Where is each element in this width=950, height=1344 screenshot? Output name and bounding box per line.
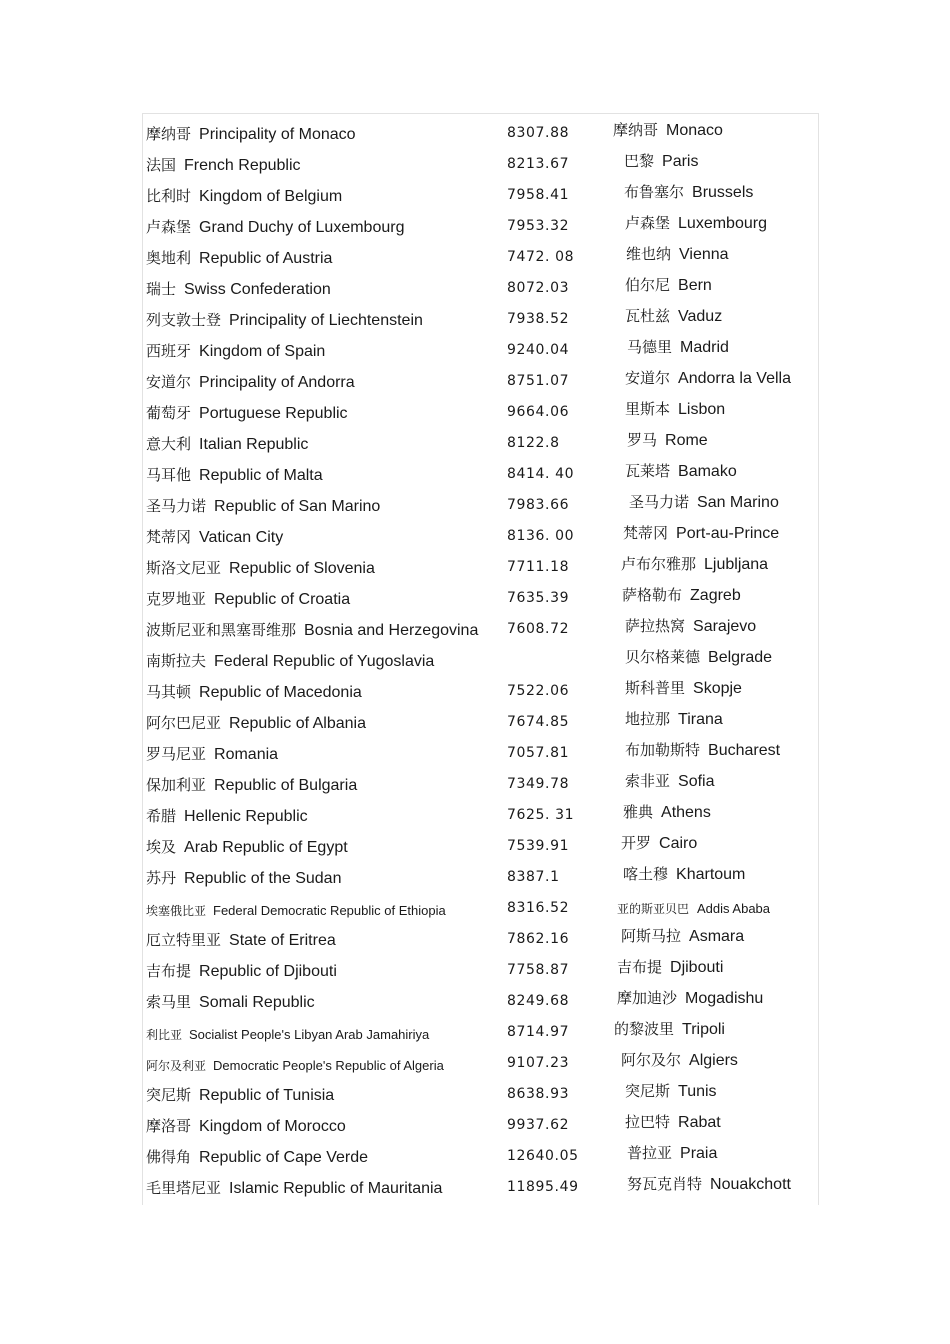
country-cell	[146, 1178, 442, 1199]
capital-name-zh: 摩纳哥	[613, 121, 659, 139]
country-cell	[146, 372, 355, 393]
country-name-en: Arab Republic of Egypt	[184, 839, 348, 856]
capital-cell	[625, 306, 722, 327]
capital-name-en: Athens	[661, 804, 711, 821]
country-name-en: Federal Republic of Yugoslavia	[214, 653, 435, 670]
table-row	[143, 331, 820, 362]
capital-name-en: Praia	[680, 1145, 718, 1162]
country-name-en: Federal Democratic Republic of Ethiopia	[213, 903, 446, 918]
capital-name-en: Khartoum	[676, 866, 746, 883]
country-cell	[146, 310, 423, 331]
country-cell	[146, 558, 375, 579]
country-name-zh: 波斯尼亚和黑塞哥维那	[146, 621, 297, 639]
capital-name-zh: 伯尔尼	[625, 276, 671, 294]
country-cell	[146, 868, 341, 889]
capital-name-en: Paris	[662, 153, 699, 170]
country-name-zh: 摩纳哥	[146, 125, 192, 143]
capital-name-en: Skopje	[693, 680, 742, 697]
country-name-zh: 奥地利	[146, 249, 192, 267]
table-row	[143, 982, 820, 1013]
value-cell: 8751.07	[507, 373, 570, 389]
capital-name-en: Cairo	[659, 835, 698, 852]
country-name-zh: 斯洛文尼亚	[146, 559, 222, 577]
country-cell	[146, 496, 380, 517]
country-name-en: Republic of Bulgaria	[214, 777, 358, 794]
value-cell: 7674.85	[507, 714, 570, 730]
capital-cell	[623, 802, 711, 823]
country-name-en: Principality of Monaco	[199, 126, 356, 143]
capital-cell	[625, 771, 714, 792]
capital-cell	[629, 492, 779, 513]
country-cell	[146, 589, 350, 610]
country-name-en: Republic of San Marino	[214, 498, 381, 515]
country-cell	[146, 930, 336, 951]
table-row	[143, 145, 820, 176]
capital-name-zh: 里斯本	[625, 400, 671, 418]
capital-name-zh: 拉巴特	[625, 1113, 671, 1131]
capital-name-zh: 索非亚	[625, 772, 671, 790]
country-name-zh: 罗马尼亚	[146, 745, 207, 763]
capital-cell	[625, 1112, 721, 1133]
country-name-zh: 克罗地亚	[146, 590, 207, 608]
country-name-en: Republic of Djibouti	[199, 963, 337, 980]
country-cell	[146, 775, 357, 796]
capital-name-en: Rome	[665, 432, 708, 449]
country-name-zh: 安道尔	[146, 373, 192, 391]
table-row	[143, 548, 820, 579]
country-name-zh: 埃及	[146, 838, 177, 856]
table-row	[143, 1013, 820, 1044]
table-row	[143, 703, 820, 734]
table-row	[143, 1168, 820, 1199]
country-name-zh: 佛得角	[146, 1148, 192, 1166]
value-cell: 8136. 00	[507, 528, 575, 544]
capital-cell	[625, 740, 780, 761]
capital-name-en: Addis Ababa	[697, 901, 771, 916]
capital-name-zh: 梵蒂冈	[623, 524, 669, 542]
capital-cell	[627, 430, 708, 451]
country-name-en: Portuguese Republic	[199, 405, 348, 422]
table-row	[143, 1137, 820, 1168]
table-row	[143, 269, 820, 300]
country-name-en: Principality of Andorra	[199, 374, 355, 391]
capital-cell	[625, 616, 756, 637]
country-name-en: Republic of Slovenia	[229, 560, 375, 577]
table-row	[143, 672, 820, 703]
country-name-en: Principality of Liechtenstein	[229, 312, 423, 329]
country-name-en: Bosnia and Herzegovina	[304, 622, 479, 639]
country-name-en: Republic of Cape Verde	[199, 1149, 369, 1166]
capital-name-en: Monaco	[666, 122, 723, 139]
country-cell	[146, 992, 315, 1013]
capital-cell	[621, 554, 768, 575]
capital-name-zh: 萨格勒布	[622, 586, 683, 604]
value-cell: 7938.52	[507, 311, 570, 327]
value-cell: 12640.05	[507, 1148, 579, 1164]
capital-name-zh: 瓦莱塔	[625, 462, 671, 480]
country-cell	[146, 403, 348, 424]
capital-name-zh: 布鲁塞尔	[624, 183, 685, 201]
country-cell	[146, 713, 366, 734]
country-cell	[146, 1147, 368, 1168]
country-name-en: Kingdom of Belgium	[199, 188, 343, 205]
capital-name-en: Madrid	[680, 339, 729, 356]
capital-name-zh: 亚的斯亚贝巴	[617, 902, 690, 916]
table-row	[143, 1075, 820, 1106]
capital-name-en: Sarajevo	[693, 618, 757, 635]
capital-name-en: Algiers	[689, 1052, 738, 1069]
capital-name-en: Mogadishu	[685, 990, 764, 1007]
country-cell	[146, 837, 348, 858]
table-row	[143, 858, 820, 889]
capital-name-en: Rabat	[678, 1114, 721, 1131]
capital-name-zh: 吉布提	[617, 958, 663, 976]
table-row	[143, 579, 820, 610]
value-cell: 8638.93	[507, 1086, 570, 1102]
table-row	[143, 455, 820, 486]
country-name-en: Republic of Malta	[199, 467, 323, 484]
table-row	[143, 114, 820, 145]
value-cell: 9664.06	[507, 404, 570, 420]
capital-name-en: Bern	[678, 277, 712, 294]
country-cell	[146, 465, 323, 486]
capital-cell	[617, 988, 763, 1009]
capital-name-en: Vienna	[679, 246, 729, 263]
capital-name-zh: 瓦杜兹	[625, 307, 671, 325]
capital-name-zh: 卢森堡	[625, 214, 671, 232]
capital-cell	[622, 585, 741, 606]
value-cell: 7711.18	[507, 559, 570, 575]
capital-name-zh: 巴黎	[624, 152, 655, 170]
capital-name-zh: 斯科普里	[625, 679, 686, 697]
capital-name-zh: 马德里	[627, 338, 673, 356]
capital-name-zh: 布加勒斯特	[625, 741, 701, 759]
table-row	[143, 517, 820, 548]
table-row	[143, 734, 820, 765]
country-cell	[146, 155, 301, 176]
country-name-zh: 阿尔及利亚	[146, 1059, 207, 1073]
country-name-zh: 卢森堡	[146, 218, 192, 236]
country-name-zh: 马耳他	[146, 466, 192, 484]
capital-cell	[625, 399, 725, 420]
capital-name-en: Luxembourg	[678, 215, 767, 232]
country-name-en: Republic of the Sudan	[184, 870, 342, 887]
country-cell	[146, 279, 331, 300]
value-cell: 7758.87	[507, 962, 570, 978]
capital-name-zh: 安道尔	[625, 369, 671, 387]
table-row	[143, 207, 820, 238]
capital-cell	[613, 120, 723, 141]
value-cell: 7635.39	[507, 590, 570, 606]
capital-name-zh: 地拉那	[625, 710, 671, 728]
table-row	[143, 610, 820, 641]
table-row	[143, 176, 820, 207]
capital-name-zh: 开罗	[621, 834, 652, 852]
country-name-en: Republic of Croatia	[214, 591, 351, 608]
country-name-en: Grand Duchy of Luxembourg	[199, 219, 405, 236]
value-cell: 7862.16	[507, 931, 570, 947]
capital-name-zh: 卢布尔雅那	[621, 555, 697, 573]
country-name-zh: 西班牙	[146, 342, 192, 360]
value-cell: 7625. 31	[507, 807, 575, 823]
capital-cell	[623, 864, 745, 885]
country-name-en: Republic of Tunisia	[199, 1087, 335, 1104]
country-name-zh: 索马里	[146, 993, 192, 1011]
country-cell	[146, 248, 332, 269]
country-cell	[146, 806, 308, 827]
value-cell: 7472. 08	[507, 249, 575, 265]
country-cell	[146, 651, 434, 672]
table-row	[143, 641, 820, 672]
country-cell	[146, 1025, 429, 1045]
table-row	[143, 300, 820, 331]
capital-name-zh: 突尼斯	[625, 1082, 671, 1100]
capital-cell	[625, 275, 712, 296]
country-cell	[146, 1116, 346, 1137]
country-cell	[146, 341, 325, 362]
country-name-en: Romania	[214, 746, 279, 763]
country-cell	[146, 961, 337, 982]
capital-cell	[617, 899, 770, 919]
capital-cell	[623, 523, 779, 544]
country-name-en: Democratic People's Republic of Algeria	[213, 1058, 444, 1073]
table-row	[143, 889, 820, 920]
country-name-zh: 保加利亚	[146, 776, 207, 794]
value-cell: 7983.66	[507, 497, 570, 513]
country-name-zh: 利比亚	[146, 1028, 183, 1042]
capital-name-en: Lisbon	[678, 401, 726, 418]
value-cell: 7349.78	[507, 776, 570, 792]
capital-cell	[625, 709, 723, 730]
country-name-zh: 梵蒂冈	[146, 528, 192, 546]
table-row	[143, 393, 820, 424]
country-name-en: Republic of Austria	[199, 250, 333, 267]
value-cell: 7608.72	[507, 621, 570, 637]
value-cell: 11895.49	[507, 1179, 579, 1195]
table-row	[143, 951, 820, 982]
value-cell: 8072.03	[507, 280, 570, 296]
country-cell	[146, 186, 342, 207]
table-row	[143, 1044, 820, 1075]
table-row	[143, 424, 820, 455]
table-row	[143, 362, 820, 393]
capital-cell	[625, 678, 742, 699]
country-cell	[146, 1085, 334, 1106]
country-name-en: Italian Republic	[199, 436, 309, 453]
table-row	[143, 486, 820, 517]
capital-name-zh: 摩加迪沙	[617, 989, 678, 1007]
capital-name-en: Brussels	[692, 184, 754, 201]
capital-cell	[627, 1174, 791, 1195]
capital-cell	[621, 1050, 738, 1071]
capital-name-en: Sofia	[678, 773, 715, 790]
capital-name-en: Zagreb	[690, 587, 741, 604]
value-cell: 8213.67	[507, 156, 570, 172]
country-name-zh: 埃塞俄比亚	[146, 904, 207, 918]
country-name-zh: 比利时	[146, 187, 192, 205]
country-name-en: Islamic Republic of Mauritania	[229, 1180, 443, 1197]
country-name-zh: 圣马力诺	[146, 497, 207, 515]
table-row	[143, 765, 820, 796]
country-table	[142, 113, 819, 1205]
value-cell: 8316.52	[507, 900, 570, 916]
country-name-en: Swiss Confederation	[184, 281, 331, 298]
country-name-zh: 突尼斯	[146, 1086, 192, 1104]
country-cell	[146, 901, 446, 921]
capital-name-zh: 普拉亚	[627, 1144, 673, 1162]
country-name-zh: 列支敦士登	[146, 311, 222, 329]
country-name-zh: 法国	[146, 156, 177, 174]
capital-cell	[624, 151, 698, 172]
country-name-zh: 马其顿	[146, 683, 192, 701]
capital-cell	[625, 461, 737, 482]
capital-name-zh: 雅典	[623, 803, 654, 821]
capital-name-zh: 努瓦克肖特	[627, 1175, 703, 1193]
value-cell: 7539.91	[507, 838, 570, 854]
value-cell: 7953.32	[507, 218, 570, 234]
capital-name-zh: 萨拉热窝	[625, 617, 686, 635]
table-row	[143, 1106, 820, 1137]
country-name-en: Vatican City	[199, 529, 284, 546]
capital-name-en: Bamako	[678, 463, 737, 480]
value-cell: 8414. 40	[507, 466, 575, 482]
country-name-en: Republic of Albania	[229, 715, 366, 732]
country-cell	[146, 124, 356, 145]
country-name-zh: 瑞士	[146, 280, 177, 298]
country-cell	[146, 527, 283, 548]
capital-cell	[627, 1143, 717, 1164]
capital-cell	[614, 1019, 725, 1040]
capital-cell	[625, 368, 791, 389]
capital-name-en: Port-au-Prince	[676, 525, 780, 542]
country-name-zh: 葡萄牙	[146, 404, 192, 422]
table-row	[143, 920, 820, 951]
capital-name-en: Ljubljana	[704, 556, 769, 573]
country-cell	[146, 217, 404, 238]
capital-name-en: Vaduz	[678, 308, 723, 325]
value-cell: 8714.97	[507, 1024, 570, 1040]
country-name-zh: 毛里塔尼亚	[146, 1179, 222, 1197]
capital-name-en: Belgrade	[708, 649, 773, 666]
capital-cell	[625, 1081, 717, 1102]
value-cell: 7057.81	[507, 745, 570, 761]
capital-name-zh: 圣马力诺	[629, 493, 690, 511]
country-name-en: French Republic	[184, 157, 301, 174]
country-name-en: State of Eritrea	[229, 932, 336, 949]
country-name-en: Kingdom of Spain	[199, 343, 326, 360]
country-name-en: Socialist People's Libyan Arab Jamahiriya	[189, 1027, 430, 1042]
country-name-en: Somali Republic	[199, 994, 315, 1011]
capital-cell	[624, 182, 753, 203]
capital-name-en: Tunis	[678, 1083, 717, 1100]
country-cell	[146, 620, 478, 641]
table-row	[143, 796, 820, 827]
country-name-en: Kingdom of Morocco	[199, 1118, 346, 1135]
capital-name-zh: 维也纳	[626, 245, 672, 263]
capital-name-en: San Marino	[697, 494, 779, 511]
country-name-en: Hellenic Republic	[184, 808, 308, 825]
capital-cell	[626, 244, 729, 265]
value-cell: 9107.23	[507, 1055, 570, 1071]
capital-name-en: Asmara	[689, 928, 745, 945]
value-cell: 9937.62	[507, 1117, 570, 1133]
capital-name-zh: 阿斯马拉	[621, 927, 682, 945]
capital-name-en: Tirana	[678, 711, 723, 728]
country-cell	[146, 744, 278, 765]
country-name-zh: 南斯拉夫	[146, 652, 207, 670]
capital-cell	[621, 926, 744, 947]
value-cell: 8122.8	[507, 435, 560, 451]
country-name-zh: 意大利	[146, 435, 192, 453]
capital-cell	[625, 647, 772, 668]
value-cell: 8307.88	[507, 125, 570, 141]
country-cell	[146, 682, 362, 703]
value-cell: 8387.1	[507, 869, 560, 885]
capital-cell	[625, 213, 767, 234]
country-cell	[146, 434, 308, 455]
capital-name-en: Tripoli	[682, 1021, 725, 1038]
country-name-zh: 希腊	[146, 807, 177, 825]
capital-name-zh: 的黎波里	[614, 1020, 675, 1038]
capital-cell	[617, 957, 723, 978]
capital-name-zh: 阿尔及尔	[621, 1051, 682, 1069]
country-name-en: Republic of Macedonia	[199, 684, 362, 701]
capital-name-en: Nouakchott	[710, 1176, 791, 1193]
capital-name-zh: 贝尔格莱德	[625, 648, 701, 666]
value-cell: 9240.04	[507, 342, 570, 358]
capital-name-zh: 喀土穆	[623, 865, 669, 883]
country-name-zh: 阿尔巴尼亚	[146, 714, 222, 732]
country-cell	[146, 1056, 444, 1076]
capital-cell	[627, 337, 729, 358]
value-cell: 8249.68	[507, 993, 570, 1009]
capital-name-en: Djibouti	[670, 959, 724, 976]
table-row	[143, 827, 820, 858]
capital-cell	[621, 833, 697, 854]
value-cell: 7522.06	[507, 683, 570, 699]
value-cell: 7958.41	[507, 187, 570, 203]
country-name-zh: 苏丹	[146, 869, 177, 887]
capital-name-zh: 罗马	[627, 431, 658, 449]
capital-name-en: Bucharest	[708, 742, 781, 759]
capital-name-en: Andorra la Vella	[678, 370, 791, 387]
country-name-zh: 吉布提	[146, 962, 192, 980]
table-row	[143, 238, 820, 269]
country-name-zh: 厄立特里亚	[146, 931, 222, 949]
country-name-zh: 摩洛哥	[146, 1117, 192, 1135]
